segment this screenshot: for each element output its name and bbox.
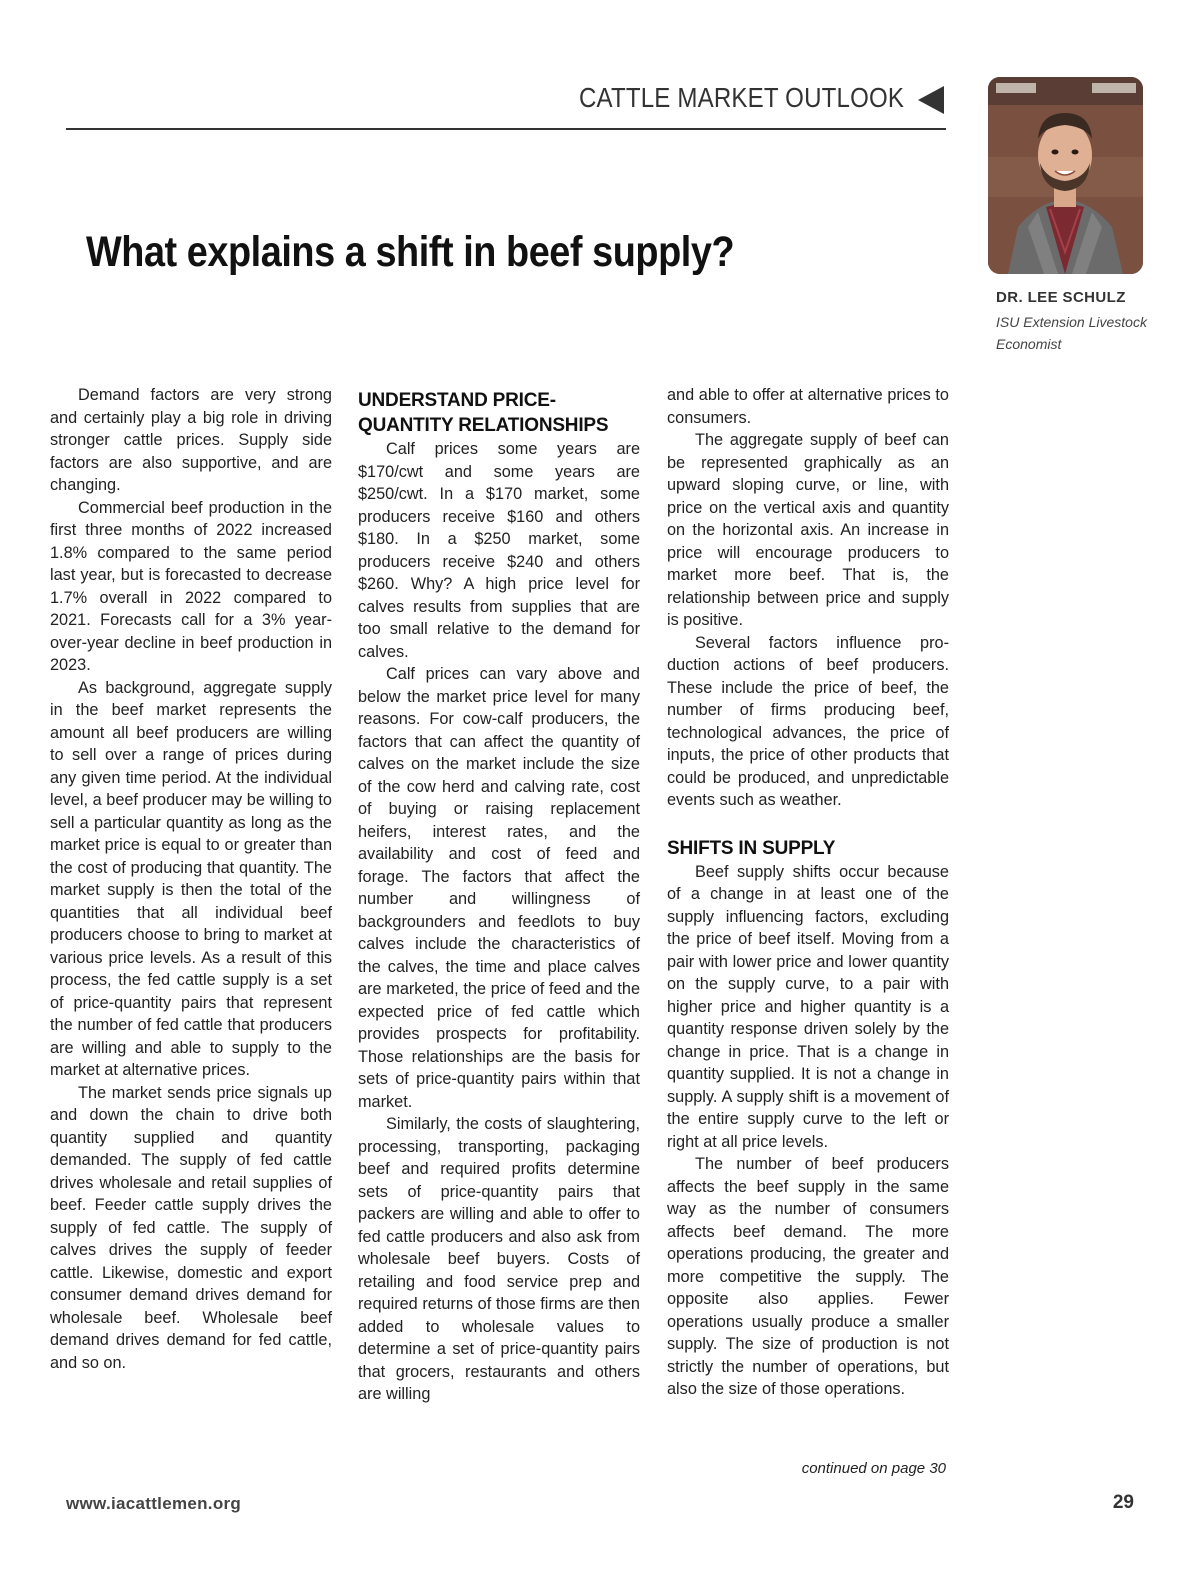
article-headline: What explains a shift in beef supply? <box>86 228 735 276</box>
section-heading: SHIFTS IN SUPPLY <box>667 837 836 859</box>
author-photo <box>988 77 1143 274</box>
article-column-3 <box>667 384 949 1401</box>
paragraph: Calf prices some years are $170/cwt and some years are $250/cwt. In a $170 market, some producers receive $160 and others $180. In a $250 market, some producers receive $240 and others $260. Why? A high price level for calves results from supplies that are too small relative to the demand for calves. <box>358 440 640 661</box>
author-title: ISU Extension Livestock Economist <box>996 314 1147 352</box>
section-heading: UNDERSTAND PRICE-QUANTITY RELATIONSHIPS <box>358 390 609 436</box>
paragraph: The aggregate supply of beef can be represented graphically as an upward sloping curve, or line, with price on the vertical axis and quantity on the horizontal axis. An increase in price will encourage producers to market more beef. That is, the relationship between price and supply is positive. <box>667 431 949 629</box>
paragraph: Calf prices can vary above and below the market price level for many reasons. For cow-calf producers, the factors that can affect the quantity of calves on the market include the size of the cow herd and calving rate, cost of buying or raising replacement heifers, interest rates, and the availability and cost of feed and forage. The factors that affect the number and willingness of backgrounders and feedlots to buy calves include the characteristics of the calves, the time and place calves are marketed, the price of feed and the expected price of fed cattle which provides prospects for profitability. Those relationships are the basis for sets of price-quantity pairs within that market. <box>358 665 640 1111</box>
continued-note: continued on page 30 <box>801 1460 946 1477</box>
paragraph: As background, aggregate supply in the beef market represents the amount all beef producers are willing to sell over a range of prices during any given time period. At the individual level, a beef producer may be willing to sell a particular quantity as long as the market price is equal to or greater than the cost of producing that quantity. The market supply is then the total of the quantities that all individual beef producers choose to bring to market at various price levels. As a result of this process, the fed cattle supply is a set of price-quantity pairs that represent the number of fed cattle that producers are willing and able to supply to the market at alternative prices. <box>50 678 332 1079</box>
footer-url[interactable]: www.iacattlemen.org <box>66 1494 242 1513</box>
paragraph: Commercial beef production in the first three months of 2022 increased 1.8% compared to the same period last year, but is forecasted to decrease 1.7% overall in 2022 compared to 2021. Forecasts call for a 3% year-over-year decline in beef production in 2023. <box>50 498 332 674</box>
paragraph: The market sends price signals up and down the chain to drive both quantity supplied and quantity demanded. The supply of fed cattle drives wholesale and retail supplies of beef. Feeder cattle supply drives the supply of fed cattle. The supply of calves drives the supply of feeder cattle. Likewise, domestic and export consumer demand drives demand for wholesale beef. Wholesale beef demand drives demand for fed cattle, and so on. <box>50 1083 332 1372</box>
section-title: CATTLE MARKET OUTLOOK <box>578 82 904 113</box>
triangle-left-icon <box>918 86 944 114</box>
author-name: DR. LEE SCHULZ <box>996 289 1126 306</box>
paragraph: The number of beef producers affects the beef supply in the same way as the number of consumers affects beef demand. The more operations producing, the greater and more competitive the supply. The opposite also applies. Fewer operations usually produce a smaller supply. The size of production is not strictly the number of operations, but also the size of those operations. <box>667 1155 949 1398</box>
paragraph: Beef supply shifts occur because of a change in at least one of the supply influencing factors, excluding the price of beef itself. Moving from a pair with lower price and lower quantity on the supply curve, to a pair with higher price and higher quantity is a quantity response driven solely by the change in price. That is a change in quantity supplied. It is not a change in supply. A supply shift is a movement of the entire supply curve to the left or right at all price levels. <box>667 862 949 1151</box>
paragraph: and able to offer at alternative prices to consumers. <box>667 386 949 427</box>
paragraph: Similarly, the costs of slaughtering, processing, transporting, packaging beef and required profits determine sets of price-quantity pairs that packers are willing and able to offer to fed cattle producers and also ask from wholesale beef buyers. Costs of retailing and food service prep and required returns of those firms are then added to wholesale values to determine a set of price-quantity pairs that grocers, restaurants and others are willing <box>358 1115 640 1403</box>
article-column-1 <box>50 384 332 1374</box>
section-header <box>66 80 946 130</box>
article-column-2 <box>358 384 640 1406</box>
paragraph: Demand factors are very strong and certainly play a big role in driving stronger cattle prices. Supply side factors are also supportive, and are changing. <box>50 386 332 494</box>
page-number: 29 <box>1112 1492 1134 1513</box>
paragraph: Several factors influence production actions of beef producers. These include the price of beef, the number of firms producing beef, technological advances, the price of inputs, the price of other products that could be produced, and unpredictable events such as weather. <box>667 633 949 809</box>
